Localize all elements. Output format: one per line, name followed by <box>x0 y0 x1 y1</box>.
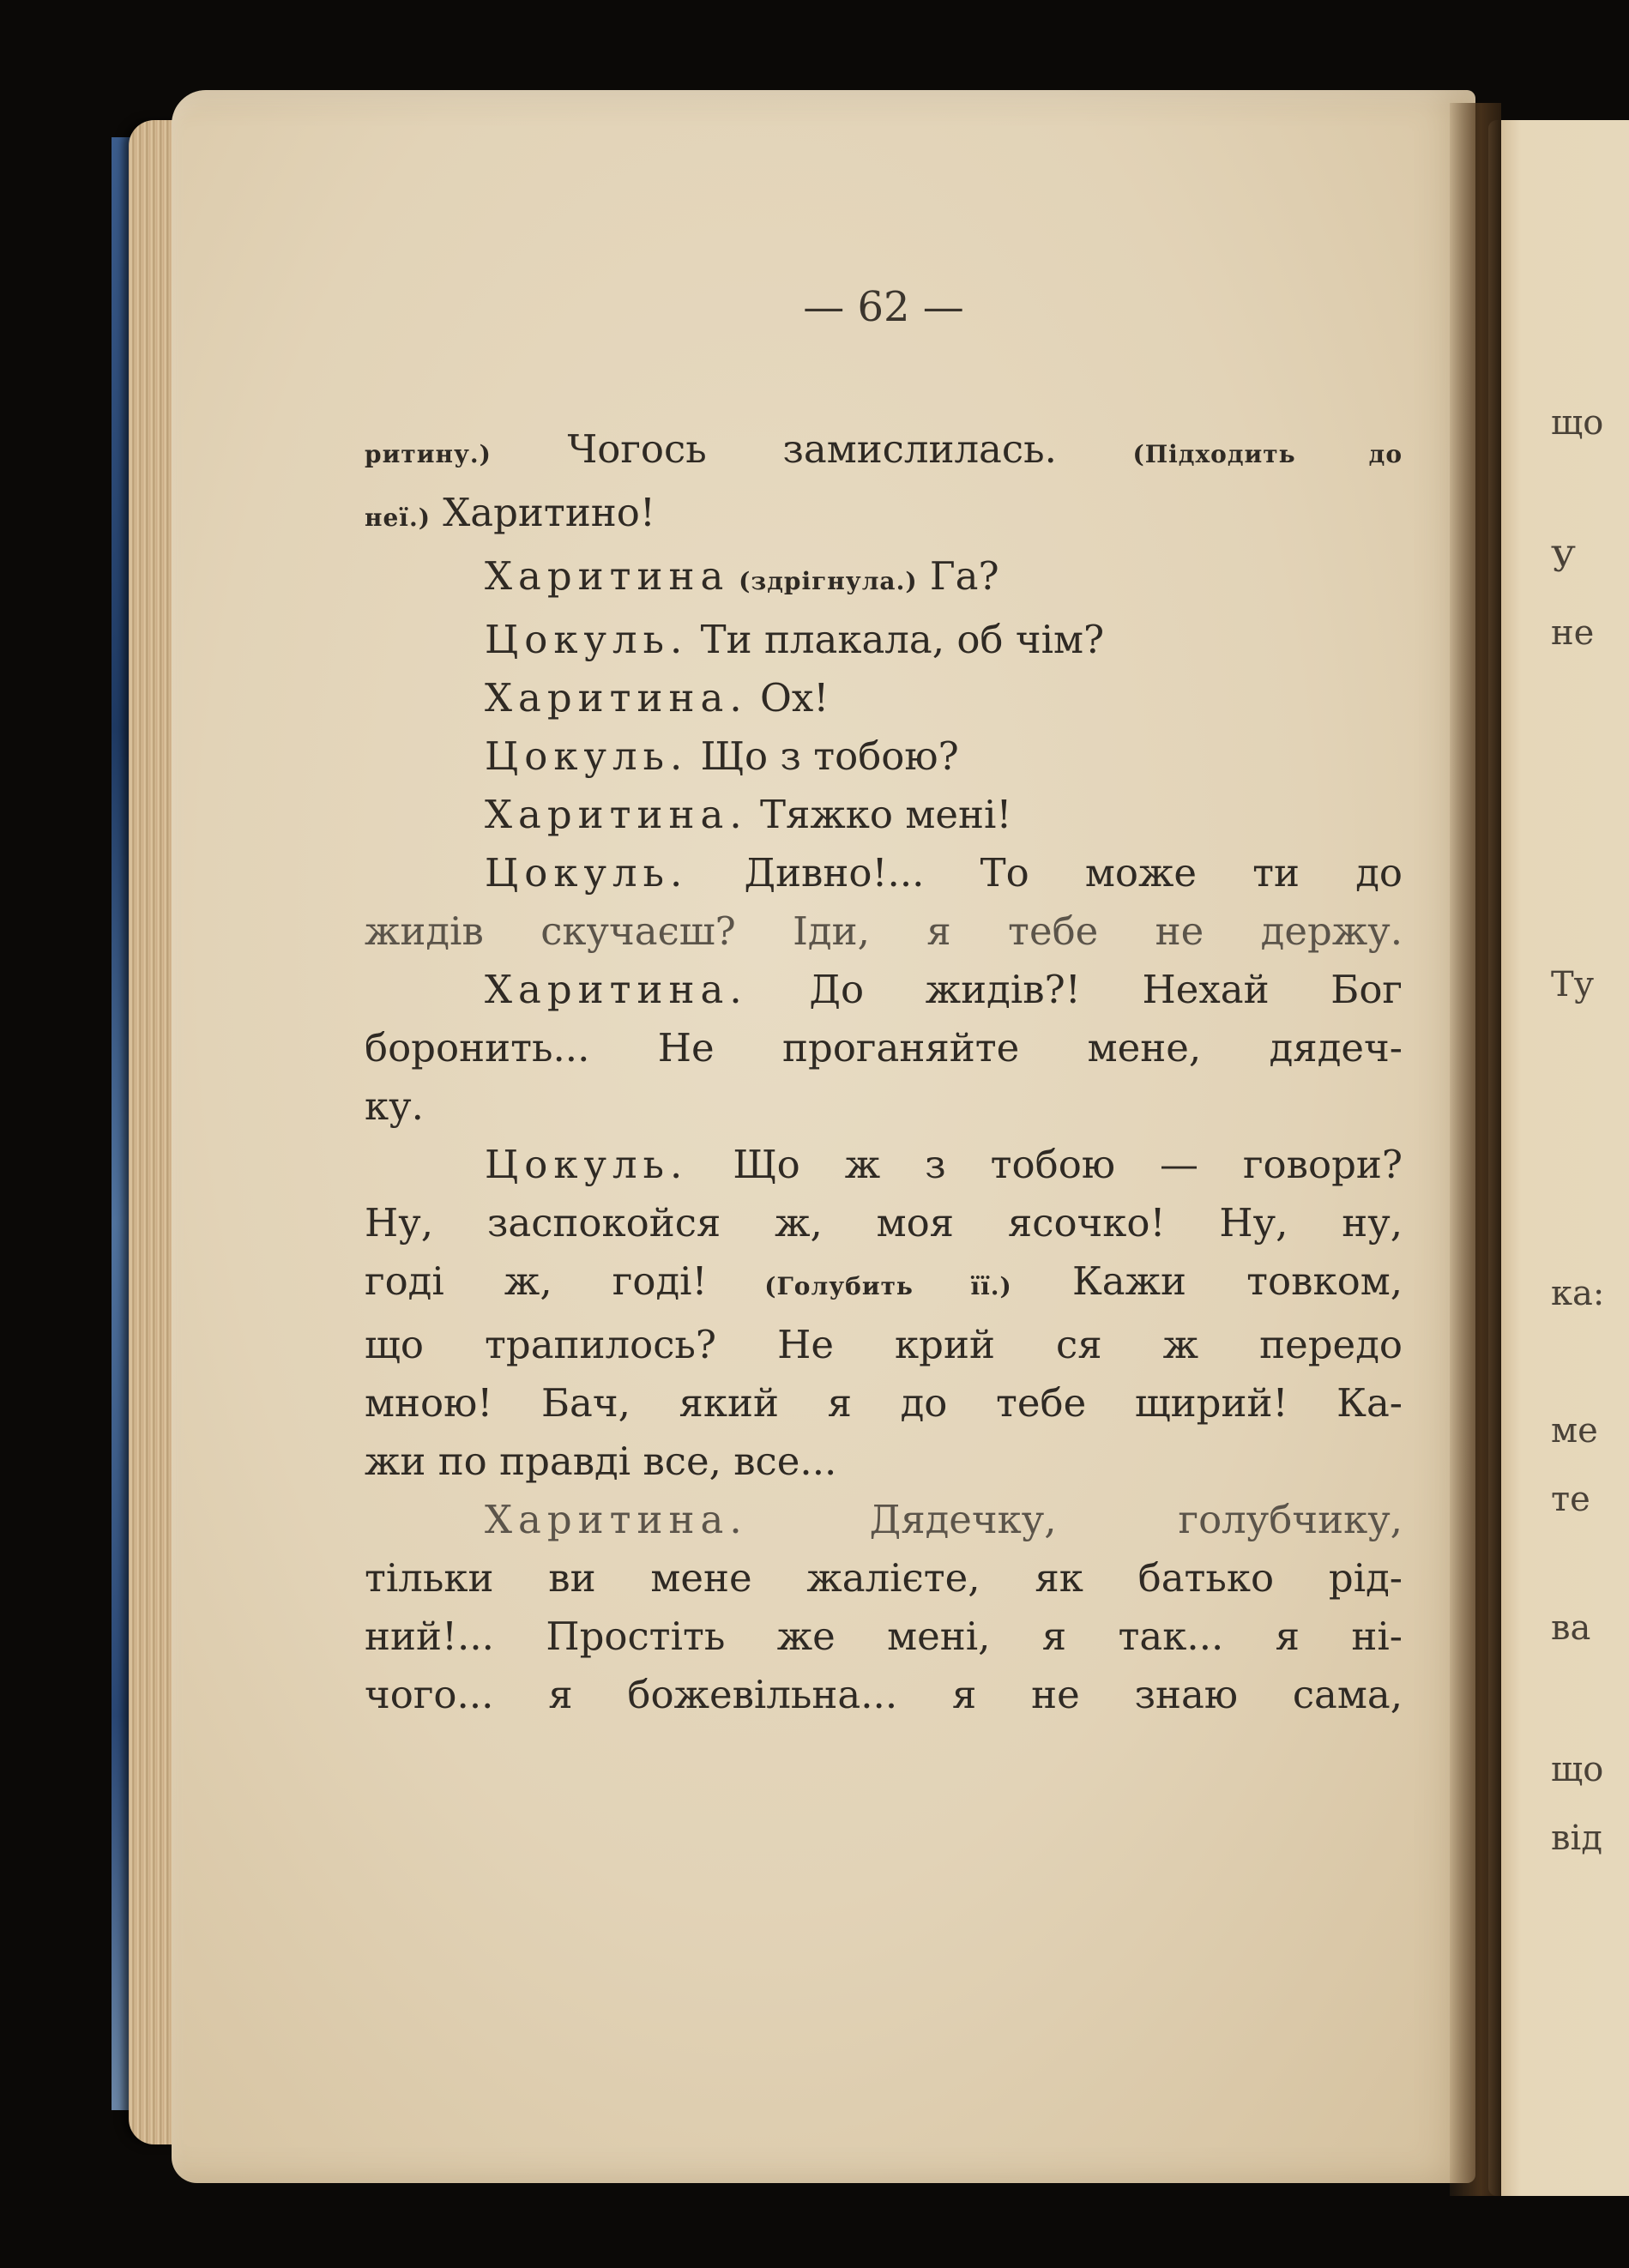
text-line: ку. <box>365 1083 424 1129</box>
book-gutter <box>1450 103 1501 2196</box>
next-page-fragment: ва <box>1551 1608 1591 1648</box>
next-page-fragment: Ту <box>1551 965 1595 1004</box>
text-line: Ну, заспокойся ж, моя ясочко! Ну, ну, <box>365 1200 1403 1246</box>
next-page-fragment: що <box>1551 1750 1604 1789</box>
text-line: неї.) Харитино! <box>365 490 655 535</box>
text-line: ритину.) Чогось замислилась. (Підходить до <box>365 426 1403 472</box>
next-page-fragment: що <box>1551 403 1604 443</box>
text-line: Цокуль. Що з тобою? <box>485 733 959 779</box>
text-line: Харитина. До жидів?! Нехай Бог <box>485 967 1403 1012</box>
next-page-fragment: те <box>1551 1480 1590 1519</box>
text-line: жидів скучаєш? Іди, я тебе не держу. <box>365 908 1403 954</box>
page-text <box>365 420 1403 1724</box>
next-page-fragment: від <box>1551 1819 1602 1858</box>
text-line: тільки ви мене жалієте, як батько рід- <box>365 1555 1403 1601</box>
text-line: Цокуль. Що ж з тобою — говори? <box>485 1142 1403 1187</box>
page-number: — 62 — <box>803 283 964 331</box>
text-line: жи по правді все, все... <box>365 1439 837 1484</box>
next-page-fragment: ме <box>1551 1411 1598 1451</box>
text-line: годі ж, годі! (Голубить її.) Кажи товком, <box>365 1258 1403 1304</box>
next-page-fragment: ка: <box>1551 1274 1605 1313</box>
next-page-fragment: У <box>1551 540 1576 580</box>
text-line: що трапилось? Не крий ся ж передо <box>365 1322 1403 1367</box>
text-line: боронить... Не проганяйте мене, дядеч- <box>365 1025 1403 1071</box>
next-page-text <box>1551 0 1629 2268</box>
text-line: чого... я божевільна... я не знаю сама, <box>365 1672 1403 1717</box>
text-line: Цокуль. Ти плакала, об чім? <box>485 617 1105 662</box>
text-line: Харитина. Тяжко мені! <box>485 792 1012 837</box>
text-line: Харитина. Ох! <box>485 675 830 721</box>
text-line: Харитина (здрігнула.) Га? <box>485 553 999 599</box>
text-line: Цокуль. Дивно!... То може ти до <box>485 850 1403 896</box>
text-line: Харитина. Дядечку, голубчику, <box>485 1497 1403 1542</box>
text-line: ний!... Простіть же мені, я так... я ні- <box>365 1614 1403 1659</box>
next-page-fragment: не <box>1551 613 1595 653</box>
text-line: мною! Бач, який я до тебе щирий! Ка- <box>365 1380 1403 1426</box>
